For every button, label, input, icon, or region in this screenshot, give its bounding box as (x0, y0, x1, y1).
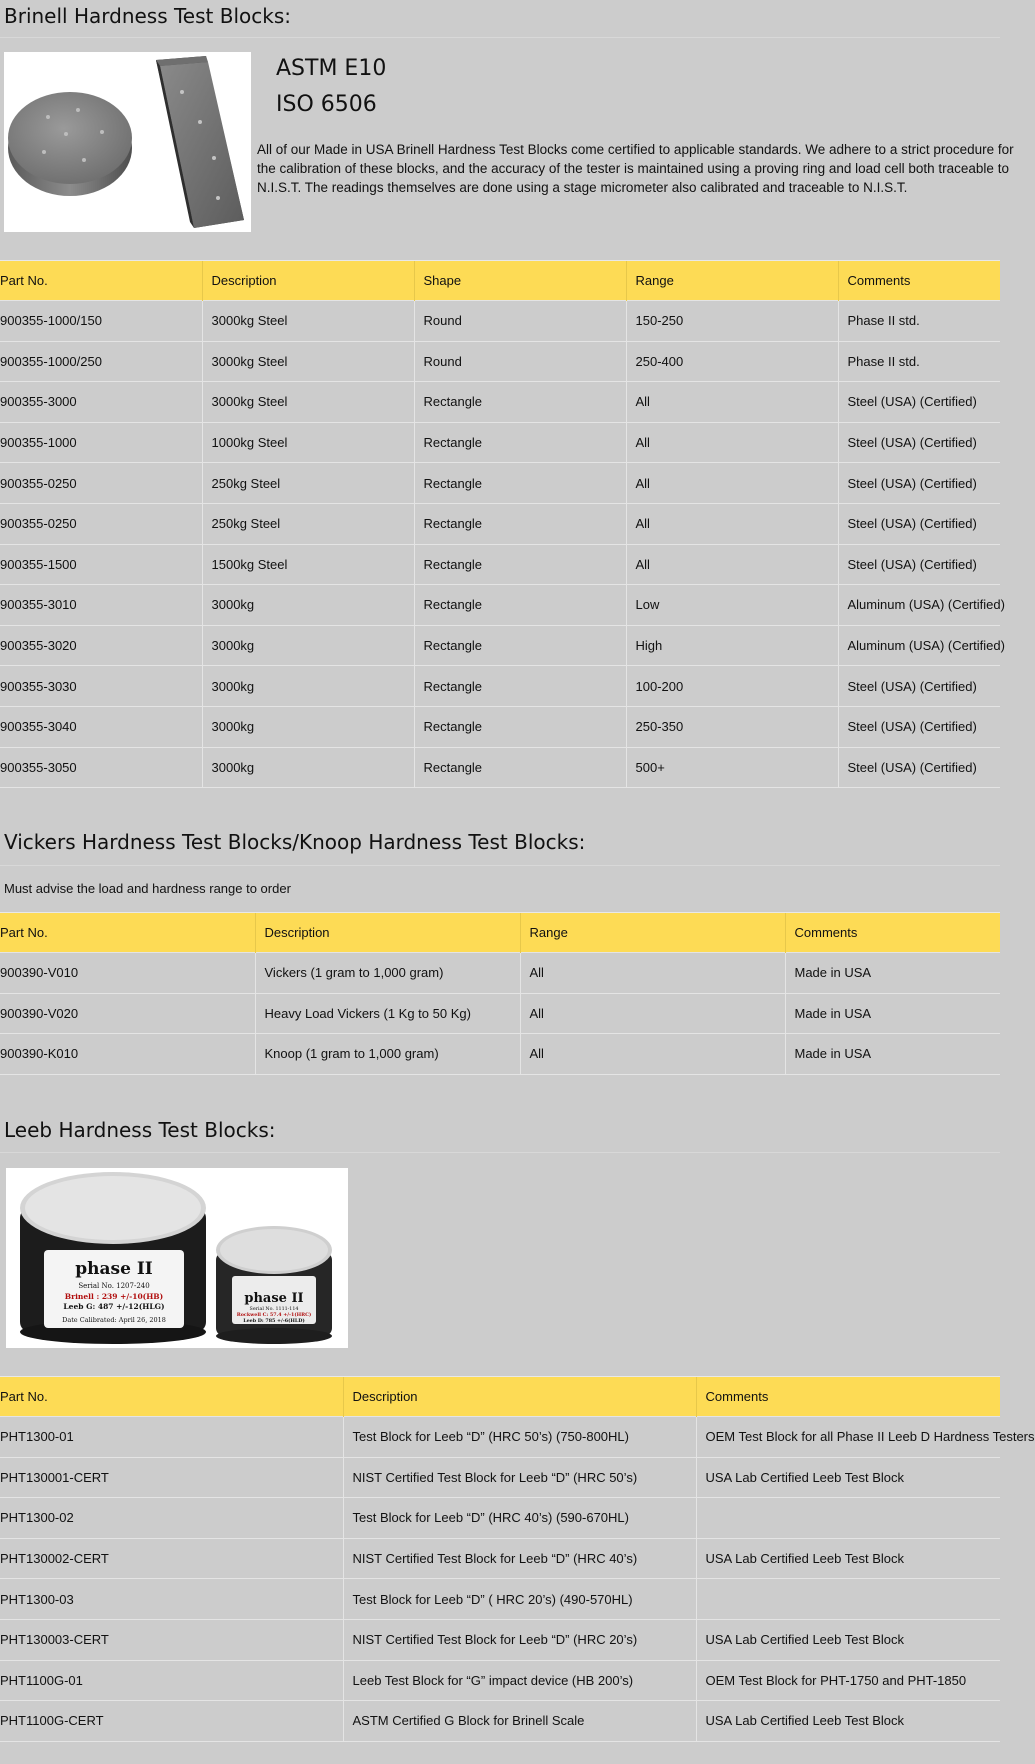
leeb-blocks-image (6, 1168, 348, 1348)
standard-iso-6506: ISO 6506 (276, 92, 377, 117)
table-cell: Rectangle (414, 463, 626, 504)
divider (0, 865, 1000, 866)
column-header: Comments (696, 1377, 1000, 1417)
table-cell: Low (626, 585, 838, 626)
table-cell: USA Lab Certified Leeb Test Block (696, 1457, 1000, 1498)
table-row (0, 1034, 1000, 1075)
table-cell: NIST Certified Test Block for Leeb “D” (HRC 20’s) (343, 1619, 696, 1660)
table-cell: Test Block for Leeb “D” ( HRC 20’s) (490-570HL) (343, 1579, 696, 1620)
leeb-label-serial: Serial No. 1207-240 (78, 1282, 150, 1290)
brinell-table (0, 260, 1005, 788)
table-cell: 3000kg (202, 706, 414, 747)
leeb-small-label-serial: Serial No. 1111-114 (249, 1307, 299, 1312)
column-header: Description (202, 261, 414, 301)
column-header: Part No. (0, 1377, 343, 1417)
table-row (0, 747, 1000, 788)
table-cell (696, 1579, 1000, 1620)
table-cell: Knoop (1 gram to 1,000 gram) (255, 1034, 520, 1075)
table-cell: Made in USA (785, 993, 1000, 1034)
table-cell: 900355-1000/150 (0, 301, 202, 342)
table-row (0, 1498, 1000, 1539)
column-header: Comments (838, 261, 1000, 301)
table-cell: OEM Test Block for PHT-1750 and PHT-1850 (696, 1660, 1000, 1701)
table-cell: 250kg Steel (202, 463, 414, 504)
table-cell: PHT1300-01 (0, 1417, 343, 1458)
table-header-row (0, 261, 1000, 301)
table-cell: 100-200 (626, 666, 838, 707)
table-cell: Aluminum (USA) (Certified) (838, 585, 1000, 626)
table-cell: Rectangle (414, 666, 626, 707)
table-row (0, 463, 1000, 504)
table-cell: 3000kg Steel (202, 382, 414, 423)
table-row (0, 625, 1000, 666)
table-cell: NIST Certified Test Block for Leeb “D” (HRC 40’s) (343, 1538, 696, 1579)
table-cell: Round (414, 301, 626, 342)
table-cell: 250kg Steel (202, 503, 414, 544)
table-cell: OEM Test Block for all Phase II Leeb D Hardness Testers (696, 1417, 1000, 1458)
table-cell: PHT1300-02 (0, 1498, 343, 1539)
table-cell: 900355-3050 (0, 747, 202, 788)
standard-astm-e10: ASTM E10 (276, 56, 387, 81)
vickers-heading: Vickers Hardness Test Blocks/Knoop Hardness Test Blocks: (4, 830, 586, 854)
table-cell: Made in USA (785, 953, 1000, 994)
table-cell: 900390-V010 (0, 953, 255, 994)
table-cell: High (626, 625, 838, 666)
leeb-heading: Leeb Hardness Test Blocks: (4, 1118, 276, 1142)
table-cell: Steel (USA) (Certified) (838, 382, 1000, 423)
table-cell: NIST Certified Test Block for Leeb “D” (HRC 50’s) (343, 1457, 696, 1498)
table-cell: Steel (USA) (Certified) (838, 544, 1000, 585)
table-cell: 3000kg Steel (202, 301, 414, 342)
table-row (0, 706, 1000, 747)
table-row (0, 1457, 1000, 1498)
table-cell: 900355-1500 (0, 544, 202, 585)
brinell-heading: Brinell Hardness Test Blocks: (4, 4, 291, 28)
table-cell: Rectangle (414, 625, 626, 666)
table-cell: All (520, 953, 785, 994)
table-cell: Rectangle (414, 544, 626, 585)
table-cell: 900390-K010 (0, 1034, 255, 1075)
table-cell: Rectangle (414, 747, 626, 788)
table-cell: Rectangle (414, 585, 626, 626)
table-cell: 3000kg Steel (202, 341, 414, 382)
table-cell: Round (414, 341, 626, 382)
table-cell: Steel (USA) (Certified) (838, 706, 1000, 747)
table-cell: 900355-1000 (0, 422, 202, 463)
table-cell: 500+ (626, 747, 838, 788)
table-cell: Steel (USA) (Certified) (838, 422, 1000, 463)
table-row (0, 993, 1000, 1034)
table-cell: All (626, 544, 838, 585)
table-cell: Steel (USA) (Certified) (838, 666, 1000, 707)
table-row (0, 1417, 1000, 1458)
column-header: Comments (785, 913, 1000, 953)
table-cell: Test Block for Leeb “D” (HRC 40’s) (590-670HL) (343, 1498, 696, 1539)
table-row (0, 1701, 1000, 1742)
leeb-small-label-rockwell: Rockwell C: 57.4 +/-1(HRC) (236, 1312, 312, 1318)
table-row (0, 585, 1000, 626)
table-cell: 3000kg (202, 625, 414, 666)
table-cell: 250-350 (626, 706, 838, 747)
table-cell: PHT130001-CERT (0, 1457, 343, 1498)
table-cell: 900355-0250 (0, 503, 202, 544)
table-cell: 900390-V020 (0, 993, 255, 1034)
table-cell: Rectangle (414, 382, 626, 423)
table-cell: All (626, 422, 838, 463)
table-row (0, 953, 1000, 994)
table-cell: All (520, 993, 785, 1034)
table-cell: Steel (USA) (Certified) (838, 463, 1000, 504)
table-row (0, 422, 1000, 463)
table-cell: Leeb Test Block for “G” impact device (HB 200’s) (343, 1660, 696, 1701)
table-cell: PHT1300-03 (0, 1579, 343, 1620)
table-cell: 900355-3030 (0, 666, 202, 707)
table-cell: 250-400 (626, 341, 838, 382)
table-row (0, 1619, 1000, 1660)
leeb-label-brinell: Brinell : 239 +/-10(HB) (64, 1292, 164, 1301)
table-cell: All (626, 463, 838, 504)
table-row (0, 341, 1000, 382)
leeb-label-logo: phase II (75, 1259, 153, 1279)
table-row (0, 1538, 1000, 1579)
table-cell: 3000kg (202, 747, 414, 788)
table-cell: All (626, 382, 838, 423)
table-cell: Rectangle (414, 422, 626, 463)
table-cell: Made in USA (785, 1034, 1000, 1075)
leeb-label-date: Date Calibrated: April 26, 2018 (62, 1316, 166, 1324)
table-cell: Aluminum (USA) (Certified) (838, 625, 1000, 666)
vickers-table (0, 912, 1000, 1075)
table-cell: All (520, 1034, 785, 1075)
brinell-blocks-image (4, 52, 251, 232)
table-row (0, 301, 1000, 342)
table-row (0, 1660, 1000, 1701)
table-row (0, 503, 1000, 544)
table-header-row (0, 913, 1000, 953)
table-cell: Rectangle (414, 706, 626, 747)
table-cell: 900355-3010 (0, 585, 202, 626)
table-cell: 900355-0250 (0, 463, 202, 504)
table-header-row (0, 1377, 1000, 1417)
table-cell: ASTM Certified G Block for Brinell Scale (343, 1701, 696, 1742)
table-cell: PHT1100G-01 (0, 1660, 343, 1701)
table-cell: 900355-1000/250 (0, 341, 202, 382)
column-header: Range (626, 261, 838, 301)
divider (0, 37, 1000, 38)
column-header: Shape (414, 261, 626, 301)
table-cell: PHT1100G-CERT (0, 1701, 343, 1742)
table-cell: All (626, 503, 838, 544)
column-header: Part No. (0, 913, 255, 953)
leeb-label-leeb-g: Leeb G: 487 +/-12(HLG) (63, 1302, 165, 1311)
column-header: Range (520, 913, 785, 953)
column-header: Part No. (0, 261, 202, 301)
table-cell: 1000kg Steel (202, 422, 414, 463)
table-cell: Phase II std. (838, 301, 1000, 342)
divider (0, 1152, 1000, 1153)
table-cell: PHT130002-CERT (0, 1538, 343, 1579)
table-cell: Heavy Load Vickers (1 Kg to 50 Kg) (255, 993, 520, 1034)
table-cell: 150-250 (626, 301, 838, 342)
table-row (0, 544, 1000, 585)
leeb-small-label-logo: phase II (244, 1291, 304, 1306)
table-cell: Phase II std. (838, 341, 1000, 382)
table-row (0, 1579, 1000, 1620)
leeb-table (0, 1376, 1035, 1742)
table-cell: USA Lab Certified Leeb Test Block (696, 1701, 1000, 1742)
table-row (0, 666, 1000, 707)
table-cell: 3000kg (202, 585, 414, 626)
table-cell (696, 1498, 1000, 1539)
table-cell: 900355-3000 (0, 382, 202, 423)
column-header: Description (255, 913, 520, 953)
brinell-intro-text: All of our Made in USA Brinell Hardness Test Blocks come certified to applicable standards. We adhere to a strict procedure for the calibration of these blocks, and the accuracy of the tester is maintained using a proving ring and load cell both traceable to N.I.S.T. The readings themselves are done using a stage micrometer also calibrated and traceable to N.I.S.T. (257, 142, 1014, 195)
table-cell: 3000kg (202, 666, 414, 707)
column-header: Description (343, 1377, 696, 1417)
table-cell: USA Lab Certified Leeb Test Block (696, 1619, 1000, 1660)
table-cell: Steel (USA) (Certified) (838, 747, 1000, 788)
vickers-order-note: Must advise the load and hardness range to order (4, 881, 291, 896)
table-cell: Steel (USA) (Certified) (838, 503, 1000, 544)
table-cell: PHT130003-CERT (0, 1619, 343, 1660)
table-cell: Vickers (1 gram to 1,000 gram) (255, 953, 520, 994)
table-cell: 900355-3020 (0, 625, 202, 666)
table-cell: 900355-3040 (0, 706, 202, 747)
table-cell: 1500kg Steel (202, 544, 414, 585)
table-row (0, 382, 1000, 423)
table-cell: USA Lab Certified Leeb Test Block (696, 1538, 1000, 1579)
leeb-small-label-leeb-d: Leeb D: 785 +/-6(HLD) (243, 1318, 305, 1324)
table-cell: Rectangle (414, 503, 626, 544)
table-cell: Test Block for Leeb “D” (HRC 50’s) (750-800HL) (343, 1417, 696, 1458)
